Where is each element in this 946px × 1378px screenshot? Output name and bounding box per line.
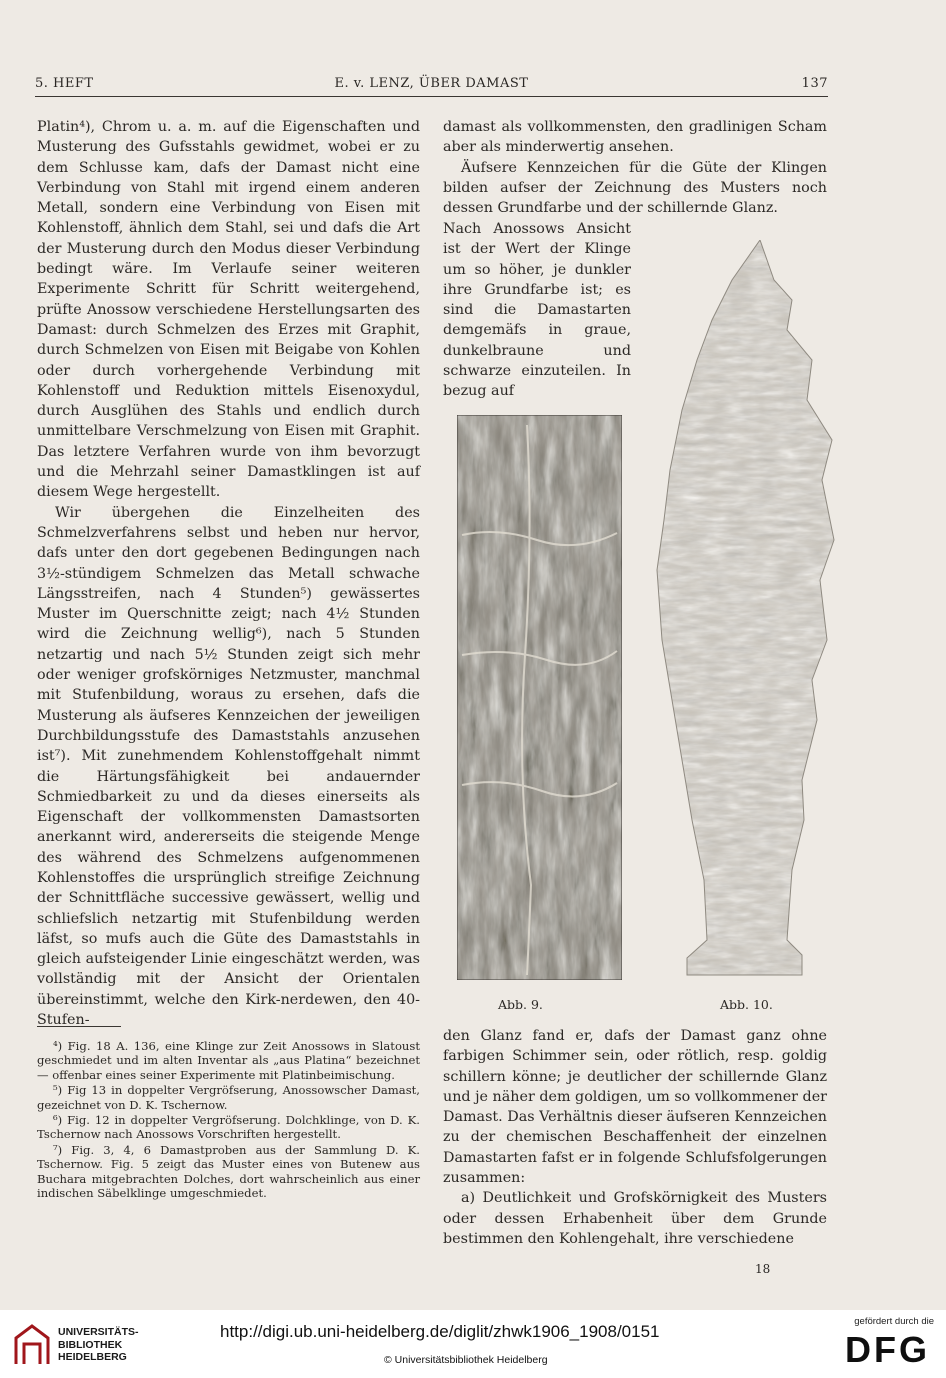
right-column-bottom bbox=[443, 1026, 827, 1249]
digitization-footer bbox=[0, 1310, 946, 1378]
paragraph: Wir übergehen die Einzelheiten des Schmelzverfahrens selbst und heben nur hervor, dafs unter den dort gegebenen Bedingungen nach 3½-stündigem Schmelzen das Metall schwache Längsstreifen, nach 4 Stunden⁵) gewässertes Muster im Querschnitte zeigt; nach 4½ Stunden wird die Zeichnung wellig⁶), nach 5 Stunden netzartig und nach 5½ Stunden zeigt sich mehr oder weniger grofskörniges Netzmuster, manchmal mit Stufenbildung, woraus zu ersehen, dafs die Musterung als äufseres Kennzeichen der jeweiligen Durchbildungsstufe des Damaststahls anzusehen ist⁷). Mit zunehmendem Kohlenstoffgehalt nimmt die Härtungsfähigkeit bei andauernder Schmiedbarkeit zu und da dieses einerseits als Eigenschaft der vollkommensten Damastsorten anerkannt wird, andererseits die steigende Menge des während des Schmelzens aufgenommenen Kohlenstoffes die ursprünglich streifige Zeichnung der Schnittfläche successive gewässert, wellig und schliefslich netzartig mit Stufenbildung werden läfst, so mufs auch die Güte des Damaststahls in gleich aufsteigender Linie eingeschätzt werden, was vollständig mit der Ansicht der Orientalen übereinstimmt, welche den Kirk-nerdewen, den 40-Stufen- bbox=[37, 504, 420, 1029]
library-name: UNIVERSITÄTS- BIBLIOTHEK HEIDELBERG bbox=[58, 1326, 139, 1363]
paragraph: den Glanz fand er, dafs der Damast ganz ohne farbigen Schimmer sein, oder rötlich, resp. goldig schillern könne; je deutlicher der schillernde Glanz und je näher dem goldigen, um so vollkommener der Damast. Das Verhältnis dieser äufseren Kennzeichen zu der chemischen Beschaffenheit der einzelnen Damastarten fafst er in folgende Schlufsfolgerungen zusammen: bbox=[443, 1028, 827, 1187]
figure-abb-10 bbox=[652, 240, 840, 980]
running-header bbox=[35, 74, 828, 97]
permalink-url[interactable]: http://digi.ub.uni-heidelberg.de/diglit/zhwk1906_1908/0151 bbox=[220, 1322, 660, 1341]
damascus-sample-photo bbox=[457, 415, 622, 980]
paragraph: Äufsere Kennzeichen für die Güte der Klingen bilden aufser der Zeichnung des Musters noch dessen Grundfarbe und der schillernde Glanz. bbox=[443, 159, 827, 217]
copyright-notice: © Universitätsbibliothek Heidelberg bbox=[384, 1354, 548, 1366]
left-column bbox=[37, 117, 420, 1030]
library-building-icon bbox=[12, 1324, 52, 1366]
right-column-narrow bbox=[443, 219, 631, 402]
paragraph: Platin⁴), Chrom u. a. m. auf die Eigenschaften und Musterung des Gufsstahls gewidmet, wobei er zu dem Schlusse kam, dafs der Damast nicht eine Verbindung von Stahl mit irgend einem anderen Metall, sondern eine Verbindung von Eisen mit Kohlenstoff, ähnlich dem Stahl, sei und dafs die Art der Musterung durch den Modus dieser Verbindung bedingt wäre. Im Verlaufe seiner weiteren Experimente Schritt für Schritt weitergehend, prüfte Anossow verschiedene Herstellungsarten des Damast: durch Schmelzen des Erzes mit Graphit, durch Schmelzen von Eisen mit Beigabe von Kohlen oder durch vorhergehende Verbindung mit Kohlenstoff und Reduktion mittels Eisenoxydul, durch Ausglühen des Stahls und endlich durch unmittelbare Verschmelzung von Eisen mit Graphit. Das letztere Verfahren wurde von ihm bevorzugt und die Mehrzahl seiner Damastklingen ist auf diesem Wege hergestellt. bbox=[37, 119, 420, 501]
figure-abb-9 bbox=[457, 415, 622, 980]
paragraph: Nach Anossows Ansicht ist der Wert der Klinge um so höher, je dunkler ihre Grundfarbe ist; es sind die Damastarten demgemäfs in graue, dunkelbraune und schwarze einzuteilen. In bezug auf bbox=[443, 221, 631, 400]
figure-caption-abb-9: Abb. 9. bbox=[498, 997, 543, 1012]
issue-label: 5. HEFT bbox=[35, 76, 94, 91]
paragraph: a) Deutlichkeit und Grofskörnigkeit des Musters oder dessen Erhabenheit über dem Grunde bestimmen den Kohlengehalt, ihre verschiedene bbox=[443, 1190, 827, 1247]
signature-mark: 18 bbox=[755, 1262, 771, 1276]
article-title: E. v. LENZ, ÜBER DAMAST bbox=[334, 76, 529, 91]
footnote: ⁷) Fig. 3, 4, 6 Damastproben aus der Sammlung D. K. Tschernow. Fig. 5 zeigt das Muster eines von Butenew aus Buchara mitgebrachten Dolches, dort wahrscheinlich aus einer indischen Säbelklinge umgeschmiedet. bbox=[37, 1142, 420, 1201]
footnote: ⁵) Fig 13 in doppelter Vergröfserung, Anossowscher Damast, gezeichnet von D. K. Tschernow. bbox=[37, 1083, 420, 1112]
footnote: ⁴) Fig. 18 A. 136, eine Klinge zur Zeit Anossows in Slatoust geschmiedet und im alten Inventar als „aus Platina“ bezeichnet — offenbar eines seiner Experimente mit Platinbeimischung. bbox=[37, 1039, 420, 1082]
funding-note: gefördert durch die bbox=[854, 1316, 934, 1327]
right-column-top bbox=[443, 117, 827, 218]
dfg-logo: DFG bbox=[845, 1329, 930, 1370]
footnote: ⁶) Fig. 12 in doppelter Vergröfserung. Dolchklinge, von D. K. Tschernow nach Anossows Vorschriften hergestellt. bbox=[37, 1113, 420, 1142]
footnotes bbox=[37, 1039, 420, 1201]
page-number: 137 bbox=[801, 76, 828, 91]
stepped-pattern-photo bbox=[652, 240, 840, 980]
library-logo bbox=[12, 1324, 162, 1370]
footnote-rule bbox=[37, 1026, 121, 1027]
figure-caption-abb-10: Abb. 10. bbox=[720, 997, 773, 1012]
paragraph: damast als vollkommensten, den gradlinigen Scham aber als minderwertig ansehen. bbox=[443, 119, 827, 156]
